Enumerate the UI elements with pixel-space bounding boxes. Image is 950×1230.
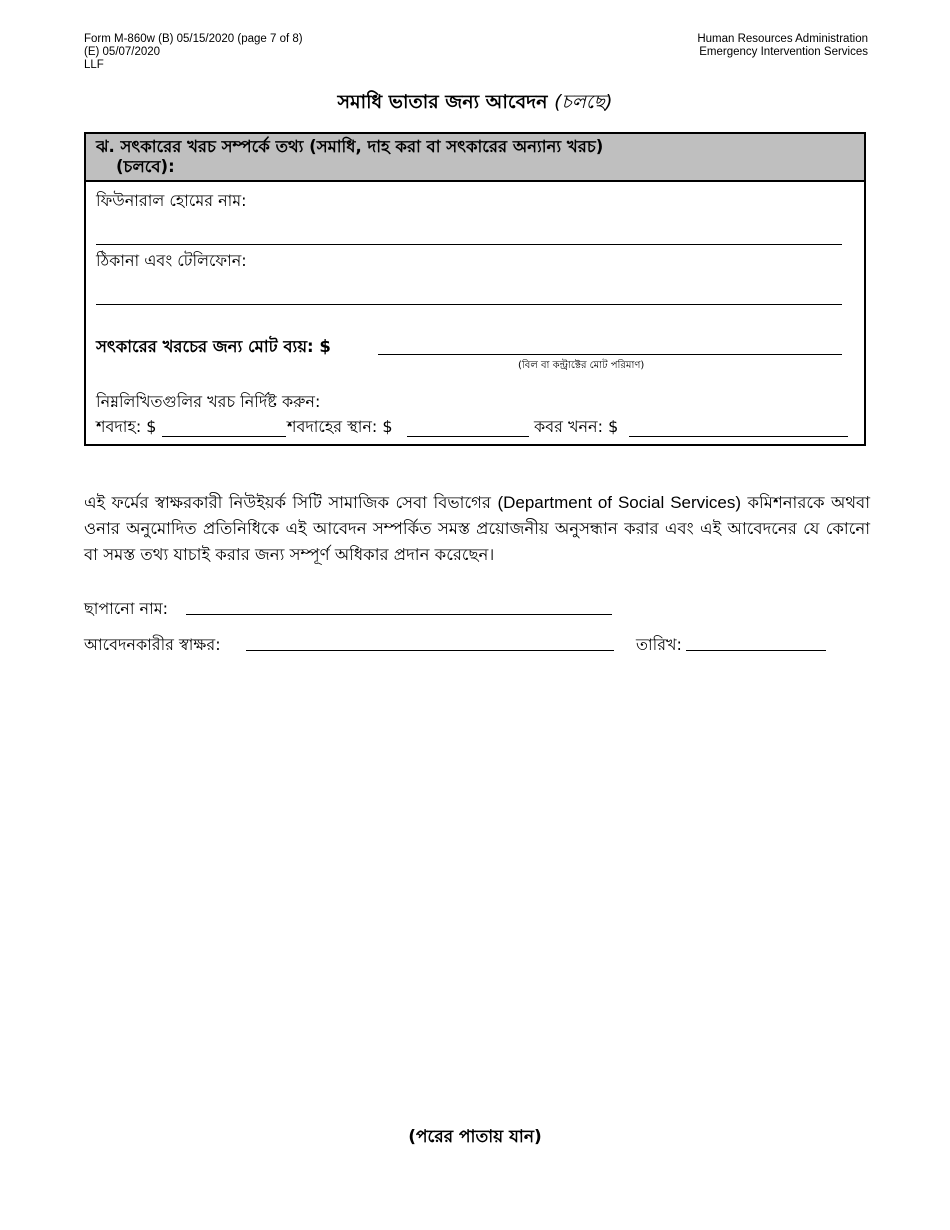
page-title-main: সমাধি ভাতার জন্য আবেদন <box>337 91 555 113</box>
page-title-continued: (চলছে) <box>554 91 613 113</box>
form-number: Form M-860w (B) 05/15/2020 (page 7 of 8) <box>84 33 303 45</box>
page-title <box>0 88 950 120</box>
date-field[interactable] <box>686 650 826 651</box>
agency-block <box>697 33 868 59</box>
authorization-dept-name: (Department of Social Services) <box>497 493 742 512</box>
signature-field[interactable] <box>246 650 614 651</box>
signature-label: আবেদনকারীর স্বাক্ষর: <box>84 635 221 654</box>
section-heading-line1: ঝ. সৎকারের খরচ সম্পর্কে তথ্য (সমাধি, দাহ করা বা সৎকারের অন্যান্য খরচ) <box>96 137 604 156</box>
total-cost-label: সৎকারের খরচের জন্য মোট ব্যয়: $ <box>96 337 331 356</box>
agency-name: Human Resources Administration <box>697 33 868 45</box>
division-name: Emergency Intervention Services <box>699 46 868 58</box>
total-cost-note: (বিল বা কন্ট্রাক্টের মোট পরিমাণ) <box>518 360 645 371</box>
funeral-home-field[interactable] <box>96 244 842 245</box>
section-heading <box>86 134 864 182</box>
date-label: তারিখ: <box>636 635 682 654</box>
address-phone-field[interactable] <box>96 304 842 305</box>
total-cost-field[interactable] <box>378 354 842 355</box>
printed-name-label: ছাপানো নাম: <box>84 599 169 618</box>
plot-cost-field[interactable] <box>407 436 529 437</box>
form-english-date: (E) 05/07/2020 <box>84 46 161 58</box>
casket-cost-field[interactable] <box>162 436 286 437</box>
specify-costs-label: নিম্নলিখিতগুলির খরচ নির্দিষ্ট করুন: <box>96 392 321 411</box>
authorization-statement <box>84 490 870 568</box>
funeral-expense-section <box>84 132 866 446</box>
authorization-text-after: কমিশনারকে অথবা ওনার অনুমোদিত প্রতিনিধিকে এই আবেদন সম্পর্কিত সমস্ত প্রয়োজনীয় অনুসন্ধান করার এবং এই আবেদনের যে কোনো বা সমস্ত তথ্য যাচাই করার জন্য সম্পূর্ণ অধিকার প্রদান করেছেন। <box>84 493 870 564</box>
continue-next-page: (পরের পাতায় যান) <box>408 1127 542 1147</box>
section-heading-line2: (চলবে): <box>116 157 175 176</box>
authorization-text-before: এই ফর্মের স্বাক্ষরকারী নিউইয়র্ক সিটি সামাজিক সেবা বিভাগের <box>84 493 498 512</box>
plot-label: শবদাহের স্থান: $ <box>287 417 393 436</box>
printed-name-field[interactable] <box>186 614 612 615</box>
form-language-code: LLF <box>84 59 104 71</box>
grave-cost-field[interactable] <box>629 436 848 437</box>
address-phone-label: ঠিকানা এবং টেলিফোন: <box>96 251 247 270</box>
form-id-block <box>84 33 303 72</box>
grave-label: কবর খনন: $ <box>534 417 619 436</box>
casket-label: শবদাহ: $ <box>96 417 157 436</box>
funeral-home-label: ফিউনারাল হোমের নাম: <box>96 191 247 210</box>
